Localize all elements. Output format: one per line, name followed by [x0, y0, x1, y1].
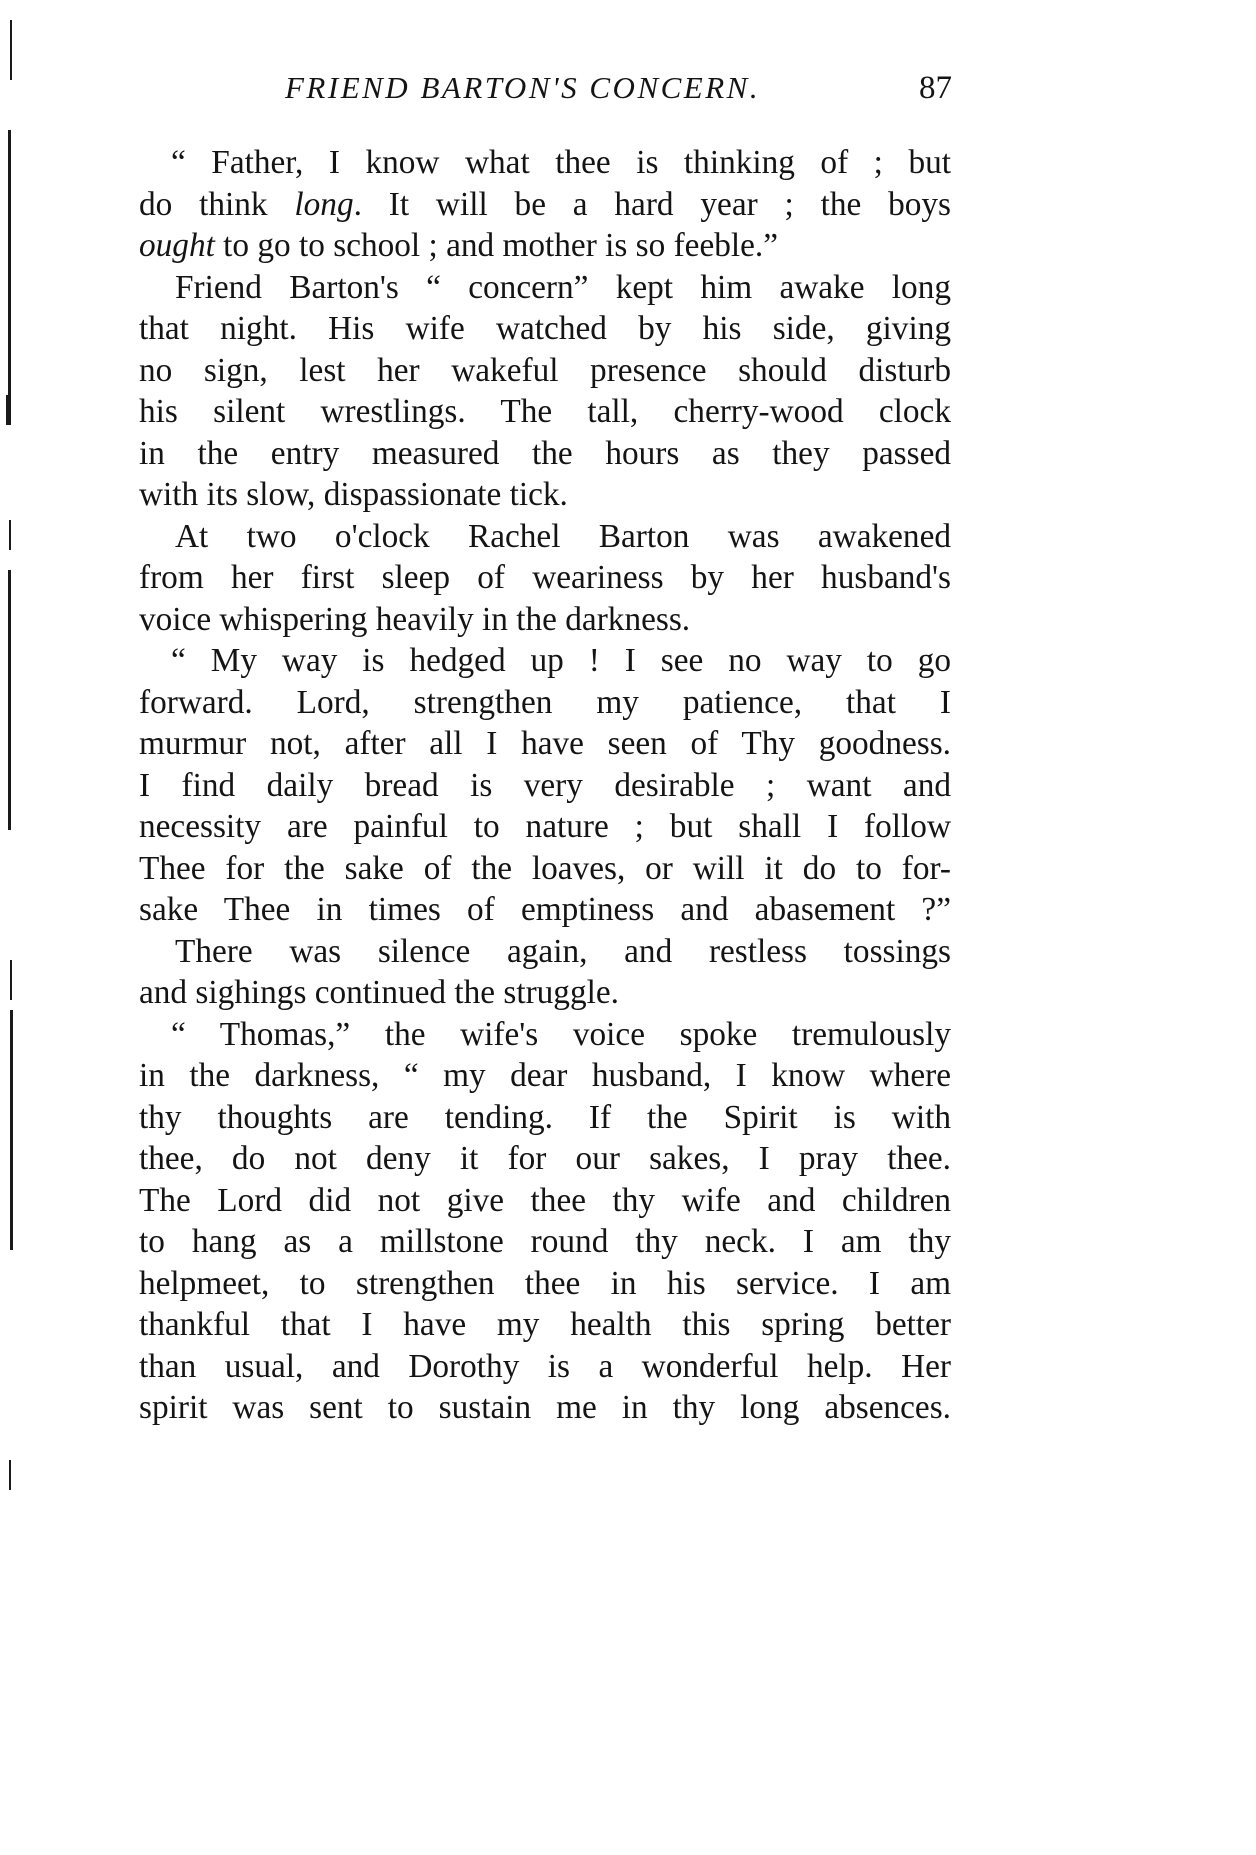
text-line: voice whispering heavily in the darkness. [139, 600, 691, 638]
text-line: Friend Barton's “ concern” kept him awake long [175, 268, 951, 306]
page-body [139, 142, 951, 1429]
text-line: “ My way is hedged up ! I see no way to go [171, 642, 951, 679]
text-run: . It will be a hard year ; the boys [353, 185, 951, 223]
text-line: At two o'clock Rachel Barton was awakened [175, 517, 951, 555]
page-number: 87 [919, 70, 952, 106]
text-line: helpmeet, to strengthen thee in his service. I am [139, 1264, 951, 1302]
text-line: than usual, and Dorothy is a wonderful help. Her [139, 1347, 951, 1385]
text-line: thankful that I have my health this spring better [139, 1306, 951, 1343]
text-line: no sign, lest her wakeful presence should disturb [139, 351, 951, 389]
text-line: forward. Lord, strengthen my patience, that I [139, 683, 951, 721]
text-line: necessity are painful to nature ; but shall I follow [139, 808, 951, 845]
text-run: do think [139, 185, 295, 223]
text-line: with its slow, dispassionate tick. [139, 476, 568, 513]
paragraph [139, 142, 951, 267]
text-line: Thee for the sake of the loaves, or will it do to for- [139, 849, 951, 887]
italic-text: ought [139, 227, 215, 264]
running-header [140, 70, 952, 120]
text-line: sake Thee in times of emptiness and abasement ?” [139, 891, 951, 928]
text-line: spirit was sent to sustain me in thy long absences. [139, 1389, 951, 1426]
running-title: FRIEND BARTON'S CONCERN. [285, 70, 761, 105]
text-line [139, 225, 951, 267]
text-line: I find daily bread is very desirable ; want and [139, 766, 951, 804]
binding-edge-marks [0, 0, 40, 1855]
text-line: and sighings continued the struggle. [139, 974, 619, 1011]
paragraph [139, 267, 951, 516]
text-line: that night. His wife watched by his side, giving [139, 310, 951, 347]
text-line: “ Father, I know what thee is thinking of ; but [171, 144, 951, 181]
text-line: in the entry measured the hours as they passed [139, 434, 951, 472]
text-line: murmur not, after all I have seen of Thy goodness. [139, 725, 951, 762]
text-line: There was silence again, and restless tossings [175, 932, 951, 970]
paragraph [139, 931, 951, 1014]
text-line: to hang as a millstone round thy neck. I am thy [139, 1223, 951, 1260]
paragraph [139, 516, 951, 641]
text-line: The Lord did not give thee thy wife and children [139, 1181, 951, 1219]
paragraph [139, 1014, 951, 1429]
text-line: from her first sleep of weariness by her husband's [139, 559, 951, 596]
italic-text: long [294, 185, 354, 223]
text-line: “ Thomas,” the wife's voice spoke tremulously [171, 1015, 951, 1053]
text-line: thy thoughts are tending. If the Spirit is with [139, 1098, 951, 1136]
text-line: thee, do not deny it for our sakes, I pray thee. [139, 1140, 951, 1177]
text-line: in the darkness, “ my dear husband, I know where [139, 1057, 951, 1094]
text-line: his silent wrestlings. The tall, cherry-wood clock [139, 393, 951, 430]
paragraph [139, 640, 951, 931]
text-run: to go to school ; and mother is so feeble.” [214, 227, 779, 264]
text-line [139, 184, 951, 226]
